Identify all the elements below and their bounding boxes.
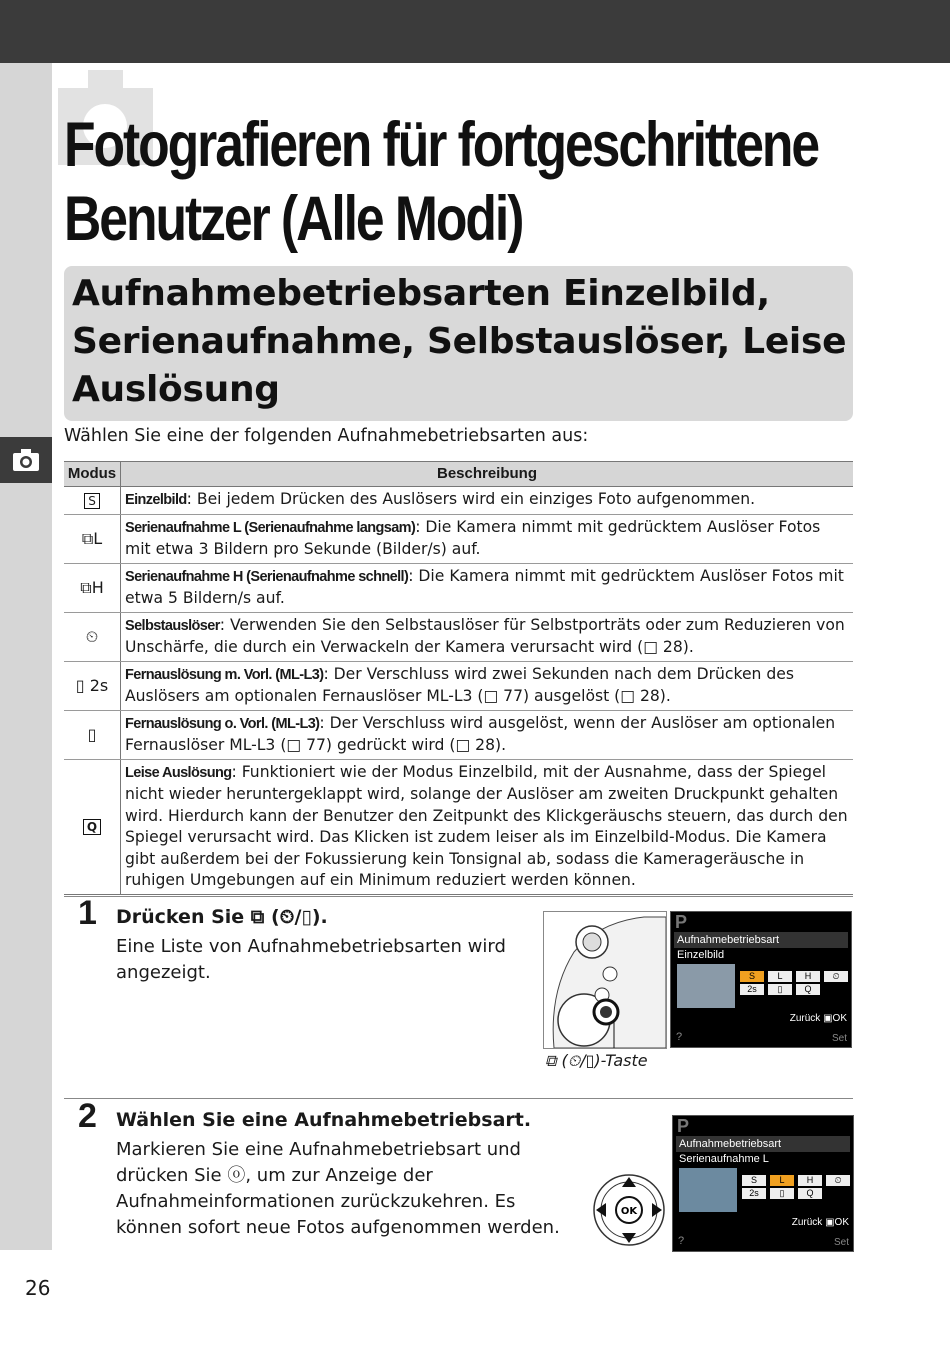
step1-title: Drücken Sie ⧉ (⏲/▯). [116,906,328,928]
section-header [64,266,853,421]
grid-cell-ch: H [796,971,820,982]
page-number: 26 [25,1276,51,1300]
row-description: Serienaufnahme L (Serienaufnahme langsam): Die Kamera nimmt mit gedrücktem Auslöser Fotos mit etwa 3 Bildern pro Sekunde (Bilder/s) auf. [121,514,854,563]
row-description: Selbstauslöser: Verwenden Sie den Selbstauslöser für Selbstporträts oder zum Reduzieren von Unschärfe, die durch ein Verwackeln der Kamera verursacht wird (□ 28). [121,612,854,661]
chapter-title [64,108,950,256]
grid-cell-2s: 2s [742,1188,766,1199]
row-description: Fernauslösung o. Vorl. (ML-L3): Der Verschluss wird ausgelöst, wenn der Auslöser am optionalen Fernauslöser ML-L3 (□ 77) gedrückt wird (□ 28). [121,710,854,759]
screen-set-hint: Set [831,1033,847,1044]
table-row [64,487,853,515]
grid-cell-quiet: Q [796,984,820,995]
mode-remote-quick-icon: ▯ [64,710,121,759]
screen-selected-mode: Einzelbild [677,949,725,961]
grid-cell-cl: L [768,971,792,982]
camera-body-icon [544,912,666,1048]
table-row [64,710,853,759]
mode-remote-delayed-icon: ▯ 2s [64,661,121,710]
grid-cell-ch: H [798,1175,822,1186]
sidebar-strip [0,63,52,1250]
grid-cell-remote: ▯ [768,984,792,995]
chapter-tab[interactable] [0,437,52,483]
grid-cell-timer: ⏲ [824,971,848,982]
help-icon: ? [676,1031,683,1043]
step2-body-line: drücken Sie ⓞ, um zur Anzeige der [116,1165,433,1186]
screen-mode-indicator: P [677,1116,690,1136]
grid-cell-quiet: Q [798,1188,822,1199]
mode-quiet-icon: Q [64,759,121,894]
grid-cell-cl: L [770,1175,794,1186]
grid-cell-timer: ⏲ [826,1175,850,1186]
step2-title: Wählen Sie eine Aufnahmebetriebsart. [116,1109,532,1131]
screen-mode-grid [738,970,850,996]
table-row [64,514,853,563]
section-title [64,270,862,414]
chapter-title-line1: Fotografieren für fortgeschrittene [64,110,819,180]
column-header-description: Beschreibung [121,462,854,487]
screen-nav-hint: Zurück ▣OK [789,1013,847,1024]
row-description: Einzelbild: Bei jedem Drücken des Auslösers wird ein einziges Foto aufgenommen. [121,487,854,515]
step2-body-line: Markieren Sie eine Aufnahmebetriebsart und [116,1139,521,1160]
grid-cell-single: S [742,1175,766,1186]
table-row [64,661,853,710]
camera-icon [12,448,40,472]
step1-number: 1 [78,894,97,932]
screen-thumbnail [679,1168,737,1212]
table-row [64,563,853,612]
camera-illustration [543,911,667,1049]
step1-body-line: Eine Liste von Aufnahmebetriebsarten wird [116,936,506,957]
mode-continuous-high-icon: ⧉H [64,563,121,612]
section-title-line1: Aufnahmebetriebsarten Einzelbild, [72,273,770,314]
row-description: Fernauslösung m. Vorl. (ML-L3): Der Verschluss wird zwei Sekunden nach dem Drücken des Auslösers am optionalen Fernauslöser ML-L3 (□ 77) ausgelöst (□ 28). [121,661,854,710]
grid-cell-remote: ▯ [770,1188,794,1199]
screen-step1 [670,911,852,1048]
help-icon: ? [678,1235,685,1247]
screen-header: Aufnahmebetriebsart [674,932,848,948]
grid-cell-2s: 2s [740,984,764,995]
svg-text:OK: OK [620,1206,638,1217]
step2-divider [64,1098,853,1099]
screen-mode-indicator: P [675,912,688,932]
section-title-line2: Serienaufnahme, Selbstauslöser, Leise [72,321,847,362]
screen-selected-mode: Serienaufnahme L [679,1153,769,1165]
row-description: Leise Auslösung: Funktioniert wie der Modus Einzelbild, mit der Ausnahme, dass der Spiegel nicht wieder heruntergeklappt wird, solange der Auslöser am zweiten Druckpunkt gehalten wird. Hierdurch kann der Benutzer den Zeitpunkt des Klickgeräuschs steuern, das durch den Spiegel verursacht wird. Das Klicken ist zudem leiser als im Einzelbild-Modus. Die Kamera gibt außerdem bei der Fokussierung kein Tonsignal ab, sodass die Kamerageräusche in ruhigen Umgebungen auf ein Minimum reduziert werden können. [121,759,854,894]
row-description: Serienaufnahme H (Serienaufnahme schnell): Die Kamera nimmt mit gedrücktem Auslöser Fotos mit etwa 5 Bildern/s auf. [121,563,854,612]
mode-table [64,461,853,895]
chapter-title-line2: Benutzer (Alle Modi) [64,184,523,254]
top-bar [0,0,950,63]
intro-text: Wählen Sie eine der folgenden Aufnahmebetriebsarten aus: [64,426,589,446]
step1-body [116,934,506,986]
step2-body-line: Aufnahmeinformationen zurückzukehren. Es [116,1191,516,1212]
screen-step2 [672,1115,854,1252]
step2-body-line: können sofort neue Fotos aufgenommen werden. [116,1217,560,1238]
screen-set-hint: Set [833,1237,849,1248]
screen-header: Aufnahmebetriebsart [676,1136,850,1152]
mode-continuous-low-icon: ⧉L [64,514,121,563]
section-title-line3: Auslösung [72,369,280,410]
mode-self-timer-icon: ⏲ [64,612,121,661]
screen-nav-hint: Zurück ▣OK [791,1217,849,1228]
grid-cell-single: S [740,971,764,982]
button-caption: ⧉ (⏲/▯)-Taste [545,1051,648,1070]
step1-divider [64,896,853,897]
table-row [64,759,853,894]
multi-selector-icon[interactable] [592,1173,666,1247]
table-row [64,612,853,661]
screen-mode-grid [740,1174,852,1200]
step2-body [116,1137,560,1241]
screen-thumbnail [677,964,735,1008]
mode-single-icon: S [64,487,121,515]
column-header-mode: Modus [64,462,121,487]
step1-body-line: angezeigt. [116,962,211,983]
step2-number: 2 [78,1097,97,1135]
